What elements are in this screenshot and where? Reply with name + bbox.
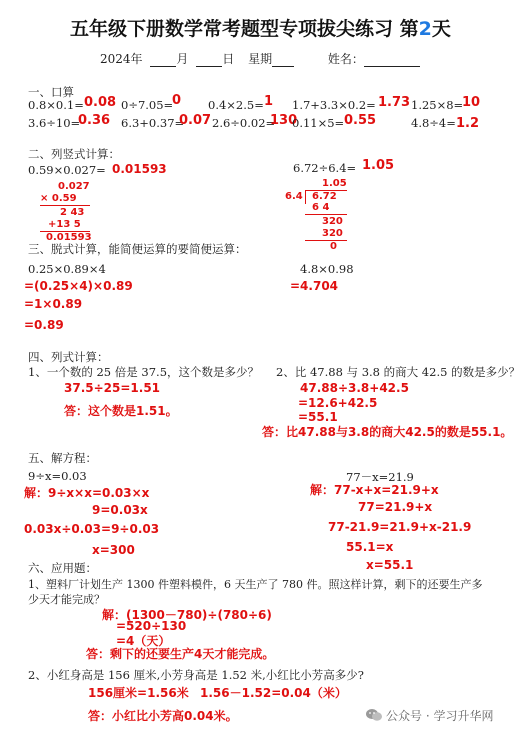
section-3-heading: 三、脱式计算，能简便运算的要简便运算： — [28, 242, 247, 256]
s4-a2-calc: 47.88÷3.8+42.5 — [300, 381, 409, 395]
vertical-div-sub-2: 320 — [322, 216, 343, 227]
s3-step1-2: =1×0.89 — [24, 297, 83, 311]
s6-a2-calc: 1.56－1.52=0.04（米） — [200, 686, 347, 700]
s1-a9: 0.55 — [344, 113, 377, 128]
weekday-blank[interactable] — [272, 54, 294, 67]
s6-a2-convert: 156厘米=1.56米 — [88, 686, 189, 700]
s1-a10: 1.2 — [456, 116, 480, 131]
vertical-div-sub-1: 6 4 — [312, 202, 330, 213]
title-suffix: 天 — [431, 18, 451, 40]
s1-a1: 0.08 — [84, 95, 117, 110]
vertical-div-remainder: 0 — [330, 241, 337, 252]
header-line — [100, 50, 420, 67]
s1-a6: 0.36 — [78, 113, 111, 128]
section-2-heading: 二、列竖式计算： — [28, 147, 120, 161]
s6-q2: 2、小红身高是 156 厘米,小芳身高是 1.52 米,小红比小芳高多少? — [28, 668, 364, 682]
s1-a8: 130 — [270, 113, 298, 128]
vertical-mult-r5: 0.01593 — [46, 232, 92, 243]
s6-a1-step2: =4（天） — [116, 634, 171, 648]
s2-a2: 1.05 — [362, 158, 395, 173]
wechat-icon — [366, 708, 382, 722]
s1-q9: 0.11×5= — [292, 116, 345, 130]
vertical-mult-r2: × 0.59 — [40, 193, 77, 204]
section-1-heading: 一、口算 — [28, 85, 74, 99]
s1-q6: 3.6÷10= — [28, 116, 81, 130]
s1-a4: 1.73 — [378, 95, 411, 110]
vertical-mult-r1: 0.027 — [58, 181, 90, 192]
section-4-heading: 四、列式计算： — [28, 350, 109, 364]
section-5-heading: 五、解方程： — [28, 451, 97, 465]
s5-step2-1: 解：77-x+x=21.9+x — [310, 483, 439, 497]
s1-a3: 1 — [264, 94, 274, 109]
s5-q1: 9÷x=0.03 — [28, 469, 87, 483]
s1-q3: 0.4×2.5= — [208, 98, 264, 112]
s6-q1-line1: 1、塑料厂计划生产 1300 件塑料模件，6 天生产了 780 件。照这样计算，剩下的还要生产多 — [28, 578, 483, 591]
month-label: 月 — [176, 52, 189, 66]
s1-q1: 0.8×0.1= — [28, 98, 84, 112]
s4-a1-answer: 答：这个数是1.51。 — [64, 404, 178, 418]
page-title — [70, 14, 451, 41]
month-blank[interactable] — [150, 54, 176, 67]
vertical-div-divisor: 6.4 — [285, 191, 303, 202]
s5-step1-3: 0.03x÷0.03=9÷0.03 — [24, 522, 160, 536]
s1-a7: 0.07 — [179, 113, 212, 128]
s3-step1-3: =0.89 — [24, 318, 64, 332]
s1-q8: 2.6÷0.02= — [212, 116, 276, 130]
s1-a2: 0 — [172, 93, 182, 108]
s4-a2-step2: =55.1 — [298, 410, 338, 424]
s2-q2: 6.72÷6.4= — [293, 161, 357, 175]
vertical-div-line-1 — [305, 214, 347, 215]
s5-step2-4: 55.1=x — [346, 540, 394, 554]
s3-q2: 4.8×0.98 — [300, 262, 354, 276]
s5-step1-4: x=300 — [92, 543, 135, 557]
s1-q7: 6.3+0.37= — [121, 116, 185, 130]
s6-a2-answer: 答：小红比小芳高0.04米。 — [88, 709, 238, 723]
name-blank[interactable] — [364, 54, 420, 67]
day-label: 日 — [222, 52, 235, 66]
s4-a2-answer: 答：比47.88与3.8的商大42.5的数是55.1。 — [262, 425, 513, 439]
vertical-div-quotient: 1.05 — [322, 178, 347, 189]
s3-step1-1: =(0.25×4)×0.89 — [24, 279, 133, 293]
s4-a2-step1: =12.6+42.5 — [298, 396, 378, 410]
watermark — [366, 707, 493, 724]
watermark-text: 公众号 · 学习升华网 — [386, 709, 494, 723]
vertical-div-bar — [305, 190, 306, 204]
s1-q2: 0÷7.05= — [121, 98, 174, 112]
vertical-mult-r3: 2 43 — [60, 207, 85, 218]
s5-q2: 77－x=21.9 — [346, 470, 414, 484]
s4-q2: 2、比 47.88 与 3.8 的商大 42.5 的数是多少？ — [276, 365, 521, 379]
vertical-mult-line-1 — [40, 205, 90, 206]
name-label: 姓名： — [327, 52, 364, 66]
vertical-mult-r4: +13 5 — [48, 219, 81, 230]
s5-step1-2: 9=0.03x — [92, 503, 148, 517]
s6-q1-line2: 少天才能完成？ — [28, 593, 105, 606]
day-blank[interactable] — [196, 54, 222, 67]
vertical-div-sub-3: 320 — [322, 228, 343, 239]
s1-q10: 4.8÷4= — [411, 116, 456, 130]
s5-step2-2: 77=21.9+x — [358, 500, 433, 514]
s3-step2-1: =4.704 — [290, 279, 339, 293]
s1-q5: 1.25×8= — [411, 98, 464, 112]
s6-a1-answer: 答：剩下的还要生产4天才能完成。 — [86, 647, 275, 661]
vertical-div-line-2 — [305, 240, 347, 241]
s1-a5: 10 — [462, 95, 481, 110]
s2-q1: 0.59×0.027= — [28, 163, 106, 177]
weekday-label: 星期 — [248, 52, 273, 66]
year-label: 2024年 — [100, 52, 143, 66]
s2-a1: 0.01593 — [112, 162, 167, 176]
section-6-heading: 六、应用题： — [28, 561, 97, 575]
s4-a1-calc: 37.5÷25=1.51 — [64, 381, 161, 395]
s3-q1: 0.25×0.89×4 — [28, 262, 106, 276]
title-day: 2 — [418, 18, 432, 40]
s5-step2-3: 77-21.9=21.9+x-21.9 — [328, 520, 472, 534]
s6-a1-formula: 解：(1300－780)÷(780÷6) — [102, 608, 272, 622]
s5-step1-1: 解：9÷x×x=0.03×x — [24, 486, 150, 500]
s1-q4: 1.7+3.3×0.2= — [292, 98, 376, 112]
s6-a1-step1: =520÷130 — [116, 619, 187, 633]
s4-q1: 1、一个数的 25 倍是 37.5，这个数是多少？ — [28, 365, 260, 379]
vertical-div-dividend: 6.72 — [312, 191, 337, 202]
title-text: 五年级下册数学常考题型专项拔尖练习 第 — [70, 18, 419, 40]
s5-step2-5: x=55.1 — [366, 558, 414, 572]
